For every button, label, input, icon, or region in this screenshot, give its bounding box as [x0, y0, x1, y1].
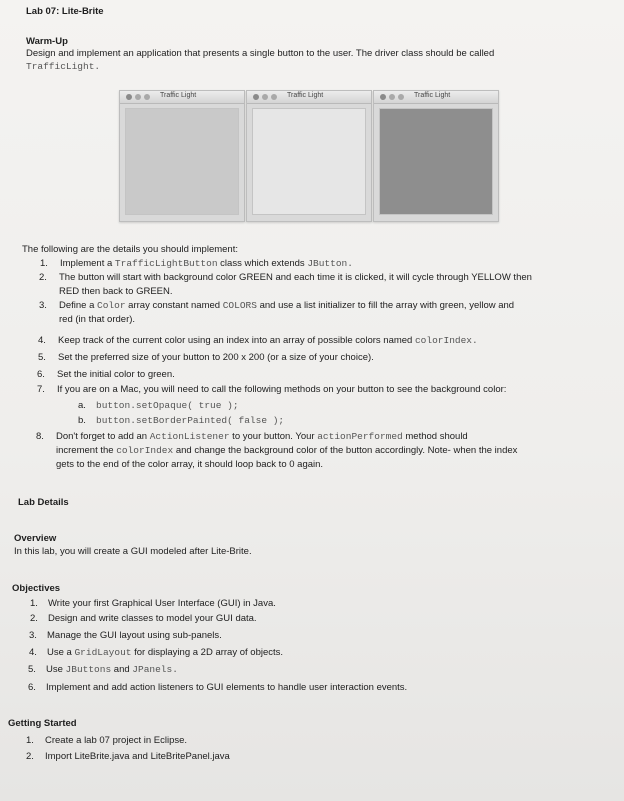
list-number: 7.: [37, 384, 45, 395]
text-run: Implement a: [60, 258, 115, 269]
objective-item: [48, 598, 276, 610]
list-number: a.: [78, 400, 86, 411]
traffic-light-window-2: [246, 90, 372, 222]
objective-item: [46, 664, 178, 676]
text-run: If you are on a Mac, you will need to call the following methods on your button to see the background color:: [57, 384, 507, 395]
list-number: 5.: [28, 664, 36, 675]
text-run: Define a: [59, 300, 98, 311]
details-item-line: [59, 300, 514, 312]
window-title: Traffic Light: [414, 92, 451, 99]
code-text: ActionListener: [149, 431, 230, 442]
list-number: 3.: [29, 630, 37, 641]
text-run: Implement and add action listeners to GUI elements to handle user interaction events.: [46, 682, 408, 693]
code-text: JPanels.: [132, 664, 178, 675]
close-icon: [253, 94, 259, 100]
getting-started-item: [45, 735, 187, 747]
maximize-icon: [271, 94, 277, 100]
minimize-icon: [262, 94, 268, 100]
list-number: 1.: [30, 598, 38, 609]
code-text: TrafficLightButton: [114, 258, 218, 269]
text-run: Use a: [47, 647, 75, 658]
text-run: Manage the GUI layout using sub-panels.: [47, 630, 222, 641]
details-item-line: [59, 272, 532, 284]
text-run: Use: [46, 664, 66, 675]
traffic-light-button: [252, 108, 366, 215]
code-text: Color: [97, 300, 126, 311]
traffic-light-window-1: [119, 90, 245, 222]
window-titlebar: [120, 91, 244, 104]
details-item-line: [57, 384, 506, 396]
list-number: b.: [78, 415, 86, 426]
list-number: 6.: [28, 682, 36, 693]
warmup-heading: Warm-Up: [26, 36, 68, 47]
objective-item: [46, 682, 407, 694]
details-item-line: [58, 352, 374, 364]
overview-text: In this lab, you will create a GUI modeled after Lite-Brite.: [14, 546, 252, 557]
minimize-icon: [135, 94, 141, 100]
window-titlebar: [247, 91, 371, 104]
text-run: and use a list initializer to fill the array with green, yellow and: [256, 300, 515, 311]
list-number: 4.: [38, 335, 46, 346]
warmup-intro: Design and implement an application that presents a single button to the user. The driver class should be called: [26, 48, 495, 59]
text-run: Set the initial color to green.: [57, 369, 175, 380]
code-text: button.setOpaque( true );: [96, 400, 239, 411]
minimize-icon: [389, 94, 395, 100]
lab-details-heading: Lab Details: [18, 497, 69, 508]
maximize-icon: [144, 94, 150, 100]
window-title: Traffic Light: [160, 92, 197, 99]
code-text: colorIndex.: [414, 335, 478, 346]
text-run: gets to the end of the color array, it should loop back to 0 again.: [56, 459, 324, 470]
list-number: 2.: [30, 613, 38, 624]
text-run: array constant named: [125, 300, 223, 311]
text-run: method should: [402, 431, 468, 442]
traffic-light-window-3: [373, 90, 499, 222]
code-text: button.setBorderPainted( false );: [96, 415, 285, 426]
maximize-icon: [398, 94, 404, 100]
list-number: 4.: [29, 647, 37, 658]
close-icon: [126, 94, 132, 100]
details-item-line: [57, 369, 175, 381]
objective-item: [47, 647, 283, 659]
text-run: Keep track of the current color using an index into an array of possible colors named: [58, 335, 415, 346]
code-text: colorIndex: [116, 445, 174, 456]
list-number: 1.: [40, 258, 48, 269]
details-sub-item-b: [96, 415, 284, 427]
details-intro: The following are the details you should implement:: [22, 244, 238, 255]
objective-item: [47, 630, 222, 642]
text-run: increment the: [56, 445, 117, 456]
text-run: Import LiteBrite.java and LiteBritePanel.java: [45, 751, 230, 762]
details-item-line: [56, 445, 517, 457]
details-item-line: [56, 431, 468, 443]
window-titlebar: [374, 91, 498, 104]
overview-heading: Overview: [14, 533, 57, 544]
details-item-line: [59, 314, 135, 326]
traffic-light-button: [125, 108, 239, 215]
close-icon: [380, 94, 386, 100]
text-run: Create a lab 07 project in Eclipse.: [45, 735, 188, 746]
text-run: and change the background color of the button accordingly. Note- when the index: [173, 445, 518, 456]
details-item-line: [56, 459, 323, 471]
list-number: 2.: [26, 751, 34, 762]
details-item-line: [58, 335, 478, 347]
code-text: COLORS: [222, 300, 257, 311]
lab-title: Lab 07: Lite-Brite: [26, 6, 104, 17]
list-number: 8.: [36, 431, 44, 442]
text-run: Design and write classes to model your GUI data.: [48, 613, 257, 624]
text-run: RED then back to GREEN.: [59, 286, 173, 297]
details-item-line: [59, 286, 173, 298]
text-run: for displaying a 2D array of objects.: [131, 647, 284, 658]
code-text: JButtons: [65, 664, 112, 675]
details-item-line: [60, 258, 353, 270]
text-run: Set the preferred size of your button to 200 x 200 (or a size of your choice).: [58, 352, 374, 363]
list-number: 3.: [39, 300, 47, 311]
objectives-heading: Objectives: [12, 583, 61, 594]
getting-started-heading: Getting Started: [8, 718, 77, 729]
details-sub-item-a: [96, 400, 239, 412]
code-text: actionPerformed: [317, 431, 403, 442]
objective-item: [48, 613, 257, 625]
text-run: and: [111, 664, 133, 675]
text-run: class which extends: [217, 258, 308, 269]
text-run: red (in that order).: [59, 314, 136, 325]
getting-started-item: [45, 751, 230, 763]
text-run: Don't forget to add an: [56, 431, 150, 442]
text-run: The button will start with background color GREEN and each time it is clicked, it will cycle through YELLOW then: [59, 272, 532, 283]
text-run: Write your first Graphical User Interface (GUI) in Java.: [48, 598, 276, 609]
list-number: 2.: [39, 272, 47, 283]
window-title: Traffic Light: [287, 92, 324, 99]
list-number: 5.: [38, 352, 46, 363]
code-text: GridLayout: [74, 647, 132, 658]
list-number: 6.: [37, 369, 45, 380]
warmup-class-name: TrafficLight.: [26, 61, 101, 72]
text-run: to your button. Your: [229, 431, 318, 442]
traffic-light-button: [379, 108, 493, 215]
code-text: JButton.: [307, 258, 353, 269]
list-number: 1.: [26, 735, 34, 746]
